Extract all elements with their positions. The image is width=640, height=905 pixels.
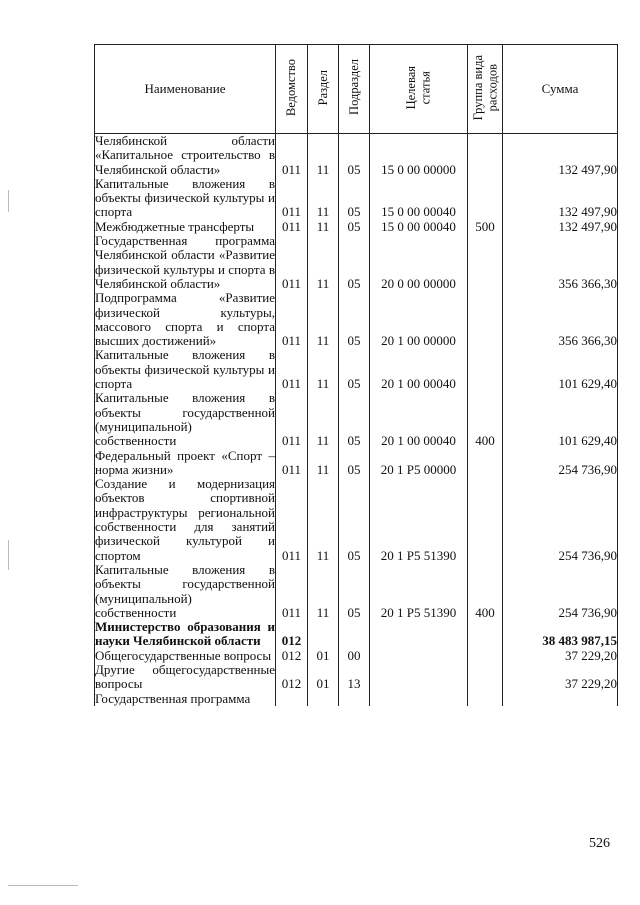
- cell-razdel-text: 11: [316, 161, 330, 177]
- cell-vedomstvo-text: 012: [281, 647, 302, 663]
- cell-vedomstvo-text: 011: [281, 547, 302, 563]
- cell-gruppa: [468, 134, 503, 177]
- cell-summa-text: 101 629,40: [558, 433, 617, 449]
- cell-razdel-text: 11: [316, 204, 330, 220]
- cell-celevaya: [370, 234, 468, 291]
- header-gruppa-label: [471, 55, 500, 120]
- cell-podrazdel: [339, 449, 370, 478]
- cell-gruppa: [468, 291, 503, 348]
- budget-table: [94, 44, 618, 706]
- cell-summa: [503, 234, 618, 291]
- header-gruppa-line1: Группа вида: [470, 54, 485, 121]
- cell-vedomstvo-text: 012: [281, 676, 302, 692]
- cell-vedomstvo-text: 011: [281, 333, 302, 349]
- cell-podrazdel: [339, 649, 370, 663]
- cell-summa-text: 37 229,20: [565, 647, 617, 663]
- cell-name-text: Создание и модернизация объектов спортивной инфраструктуры региональной собственности для занятий физической культурой и спортом: [95, 476, 275, 563]
- cell-vedomstvo: [276, 291, 308, 348]
- cell-podrazdel-text: 05: [347, 604, 361, 620]
- header-celevaya-line1: Целевая: [404, 65, 419, 110]
- cell-name-text: Челябинской области «Капитальное строительство в Челябинской области»: [95, 133, 275, 177]
- cell-vedomstvo-text: 011: [281, 218, 302, 234]
- cell-razdel-text: 11: [316, 461, 330, 477]
- table-row: [95, 234, 618, 291]
- cell-podrazdel: [339, 291, 370, 348]
- cell-name: [95, 563, 276, 620]
- cell-celevaya-text: 15 0 00 00000: [381, 161, 456, 177]
- cell-summa: [503, 563, 618, 620]
- table-body: [95, 134, 618, 706]
- header-vedomstvo: [276, 45, 308, 134]
- cell-name: [95, 348, 276, 391]
- cell-razdel: [308, 477, 339, 563]
- cell-name: [95, 620, 276, 649]
- cell-summa-text: 254 736,90: [558, 461, 617, 477]
- cell-celevaya: [370, 477, 468, 563]
- cell-name: [95, 477, 276, 563]
- cell-gruppa: [468, 220, 503, 234]
- cell-podrazdel: [339, 348, 370, 391]
- table-row: [95, 649, 618, 663]
- cell-summa: [503, 177, 618, 220]
- cell-vedomstvo-text: 011: [281, 275, 302, 291]
- cell-name-text: Государственная программа: [95, 690, 251, 706]
- header-celevaya-label: [404, 66, 433, 109]
- table-row: [95, 348, 618, 391]
- cell-razdel-text: 11: [316, 275, 330, 291]
- cell-vedomstvo: [276, 234, 308, 291]
- table-row: [95, 134, 618, 177]
- cell-summa-text: 132 497,90: [558, 218, 617, 234]
- cell-vedomstvo: [276, 220, 308, 234]
- cell-podrazdel-text: 05: [347, 547, 361, 563]
- cell-summa: [503, 220, 618, 234]
- cell-celevaya: [370, 563, 468, 620]
- cell-gruppa: [468, 449, 503, 478]
- cell-razdel: [308, 348, 339, 391]
- cell-vedomstvo-text: 012: [281, 633, 302, 649]
- cell-name-text: Другие общегосударственные вопросы: [95, 661, 275, 692]
- cell-celevaya: [370, 449, 468, 478]
- header-gruppa: [468, 45, 503, 134]
- cell-vedomstvo-text: 011: [281, 604, 302, 620]
- table-row: [95, 220, 618, 234]
- cell-podrazdel-text: 05: [347, 376, 361, 392]
- cell-summa-text: 38 483 987,15: [542, 633, 617, 649]
- cell-summa-text: 254 736,90: [558, 604, 617, 620]
- cell-celevaya: [370, 177, 468, 220]
- cell-razdel-text: 11: [316, 604, 330, 620]
- cell-podrazdel-text: 13: [347, 676, 361, 692]
- cell-podrazdel-text: 05: [347, 275, 361, 291]
- cell-podrazdel: [339, 692, 370, 706]
- cell-name-text: Федеральный проект «Спорт – норма жизни»: [95, 447, 275, 477]
- cell-celevaya: [370, 649, 468, 663]
- cell-vedomstvo: [276, 449, 308, 478]
- table-row: [95, 663, 618, 692]
- cell-razdel: [308, 177, 339, 220]
- cell-summa: [503, 692, 618, 706]
- cell-vedomstvo: [276, 391, 308, 448]
- cell-razdel: [308, 649, 339, 663]
- cell-summa-text: 254 736,90: [558, 547, 617, 563]
- cell-summa-text: 37 229,20: [565, 676, 617, 692]
- cell-celevaya-text: 20 1 P5 51390: [380, 547, 457, 563]
- cell-vedomstvo: [276, 692, 308, 706]
- cell-vedomstvo: [276, 477, 308, 563]
- cell-celevaya-text: 20 1 00 00040: [381, 433, 456, 449]
- cell-gruppa: [468, 348, 503, 391]
- cell-summa-text: 356 366,30: [558, 333, 617, 349]
- cell-name-text: Подпрограмма «Развитие физической культуры, массового спорта и спорта высших достижений»: [95, 290, 275, 349]
- cell-razdel: [308, 391, 339, 448]
- cell-gruppa: [468, 692, 503, 706]
- cell-summa: [503, 649, 618, 663]
- cell-podrazdel-text: 05: [347, 433, 361, 449]
- cell-podrazdel: [339, 220, 370, 234]
- header-summa: [503, 45, 618, 134]
- cell-vedomstvo: [276, 348, 308, 391]
- cell-name: [95, 649, 276, 663]
- cell-name-text: Капитальные вложения в объекты государственной (муниципальной) собственности: [95, 390, 275, 449]
- header-name: [95, 45, 276, 134]
- cell-summa: [503, 391, 618, 448]
- table-header: [95, 45, 618, 134]
- cell-razdel: [308, 291, 339, 348]
- scan-edge-mark: [8, 540, 9, 570]
- cell-razdel-text: 01: [316, 647, 330, 663]
- cell-name-text: Государственная программа Челябинской области «Развитие физической культуры и спорта в Челябинской области»: [95, 233, 275, 291]
- cell-gruppa: [468, 391, 503, 448]
- cell-vedomstvo: [276, 620, 308, 649]
- cell-name: [95, 134, 276, 177]
- cell-vedomstvo: [276, 177, 308, 220]
- table-row: [95, 291, 618, 348]
- cell-gruppa-text: 400: [475, 604, 495, 620]
- cell-summa: [503, 348, 618, 391]
- header-razdel-label: Раздел: [315, 69, 330, 106]
- cell-podrazdel: [339, 391, 370, 448]
- cell-name-text: Капитальные вложения в объекты государственной (муниципальной) собственности: [95, 561, 275, 620]
- table-row: [95, 449, 618, 478]
- cell-podrazdel-text: 05: [347, 204, 361, 220]
- cell-gruppa-text: 400: [475, 433, 495, 449]
- cell-podrazdel: [339, 663, 370, 692]
- cell-celevaya: [370, 134, 468, 177]
- cell-podrazdel: [339, 134, 370, 177]
- cell-name: [95, 220, 276, 234]
- cell-razdel: [308, 563, 339, 620]
- cell-podrazdel-text: 05: [347, 461, 361, 477]
- page-number: 526: [589, 836, 610, 851]
- cell-gruppa: [468, 563, 503, 620]
- cell-gruppa: [468, 620, 503, 649]
- cell-vedomstvo-text: 011: [281, 461, 302, 477]
- header-podrazdel: [339, 45, 370, 134]
- table-row: [95, 477, 618, 563]
- cell-razdel-text: 11: [316, 376, 330, 392]
- cell-vedomstvo: [276, 134, 308, 177]
- header-celevaya: [370, 45, 468, 134]
- header-gruppa-line2: расходов: [485, 63, 499, 112]
- cell-name: [95, 692, 276, 706]
- cell-podrazdel: [339, 177, 370, 220]
- scan-edge-mark: [8, 885, 78, 886]
- cell-summa: [503, 449, 618, 478]
- header-celevaya-line2: статья: [418, 70, 433, 104]
- cell-vedomstvo: [276, 663, 308, 692]
- cell-celevaya-text: 20 1 P5 00000: [380, 461, 457, 477]
- cell-razdel: [308, 620, 339, 649]
- cell-celevaya: [370, 692, 468, 706]
- cell-celevaya: [370, 663, 468, 692]
- cell-podrazdel-text: 00: [347, 647, 361, 663]
- cell-name-text: Межбюджетные трансферты: [95, 218, 255, 234]
- cell-gruppa: [468, 234, 503, 291]
- cell-podrazdel-text: 05: [347, 333, 361, 349]
- cell-name-text: Министерство образования и науки Челябинской области: [95, 619, 275, 649]
- cell-razdel: [308, 663, 339, 692]
- cell-name: [95, 449, 276, 478]
- table-row: [95, 620, 618, 649]
- cell-summa-text: 101 629,40: [558, 376, 617, 392]
- header-razdel: [308, 45, 339, 134]
- cell-gruppa: [468, 177, 503, 220]
- header-vedomstvo-label: Ведомство: [284, 58, 299, 116]
- cell-vedomstvo-text: 011: [281, 376, 302, 392]
- cell-vedomstvo-text: 011: [281, 161, 302, 177]
- cell-vedomstvo: [276, 563, 308, 620]
- cell-name-text: Общегосударственные вопросы: [95, 647, 272, 663]
- header-name-label: Наименование: [144, 80, 226, 96]
- cell-razdel-text: 01: [316, 676, 330, 692]
- cell-name: [95, 291, 276, 348]
- cell-gruppa-text: 500: [475, 218, 495, 234]
- cell-razdel: [308, 220, 339, 234]
- cell-summa: [503, 663, 618, 692]
- cell-name: [95, 177, 276, 220]
- table-row: [95, 563, 618, 620]
- cell-celevaya: [370, 220, 468, 234]
- scan-edge-mark: [8, 190, 9, 212]
- header-podrazdel-label: Подраздел: [346, 59, 361, 116]
- cell-razdel-text: 11: [316, 547, 330, 563]
- cell-celevaya-text: 15 0 00 00040: [381, 218, 456, 234]
- cell-name-text: Капитальные вложения в объекты физической культуры и спорта: [95, 175, 275, 220]
- cell-razdel: [308, 234, 339, 291]
- cell-podrazdel-text: 05: [347, 161, 361, 177]
- table-row: [95, 391, 618, 448]
- cell-summa: [503, 291, 618, 348]
- cell-podrazdel: [339, 234, 370, 291]
- cell-celevaya-text: 20 1 P5 51390: [380, 604, 457, 620]
- cell-vedomstvo: [276, 649, 308, 663]
- cell-celevaya-text: 20 0 00 00000: [381, 275, 456, 291]
- cell-gruppa: [468, 649, 503, 663]
- cell-celevaya-text: 20 1 00 00000: [381, 333, 456, 349]
- cell-razdel-text: 11: [316, 333, 330, 349]
- cell-celevaya: [370, 391, 468, 448]
- cell-name-text: Капитальные вложения в объекты физической культуры и спорта: [95, 347, 275, 392]
- cell-summa-text: 356 366,30: [558, 275, 617, 291]
- cell-name: [95, 234, 276, 291]
- cell-razdel: [308, 134, 339, 177]
- cell-podrazdel-text: 05: [347, 218, 361, 234]
- table-row: [95, 177, 618, 220]
- cell-celevaya-text: 20 1 00 00040: [381, 376, 456, 392]
- cell-vedomstvo-text: 011: [281, 433, 302, 449]
- cell-summa: [503, 134, 618, 177]
- cell-name: [95, 391, 276, 448]
- cell-celevaya: [370, 620, 468, 649]
- cell-razdel: [308, 449, 339, 478]
- cell-summa: [503, 620, 618, 649]
- cell-gruppa: [468, 477, 503, 563]
- cell-razdel: [308, 692, 339, 706]
- cell-name: [95, 663, 276, 692]
- cell-celevaya: [370, 291, 468, 348]
- cell-razdel-text: 11: [316, 433, 330, 449]
- cell-razdel-text: 11: [316, 218, 330, 234]
- cell-summa: [503, 477, 618, 563]
- cell-celevaya-text: 15 0 00 00040: [381, 204, 456, 220]
- header-summa-label: Сумма: [541, 80, 579, 96]
- cell-summa-text: 132 497,90: [558, 204, 617, 220]
- cell-podrazdel: [339, 563, 370, 620]
- cell-vedomstvo-text: 011: [281, 204, 302, 220]
- cell-celevaya: [370, 348, 468, 391]
- cell-podrazdel: [339, 620, 370, 649]
- cell-gruppa: [468, 663, 503, 692]
- table-row: [95, 692, 618, 706]
- cell-podrazdel: [339, 477, 370, 563]
- cell-summa-text: 132 497,90: [558, 161, 617, 177]
